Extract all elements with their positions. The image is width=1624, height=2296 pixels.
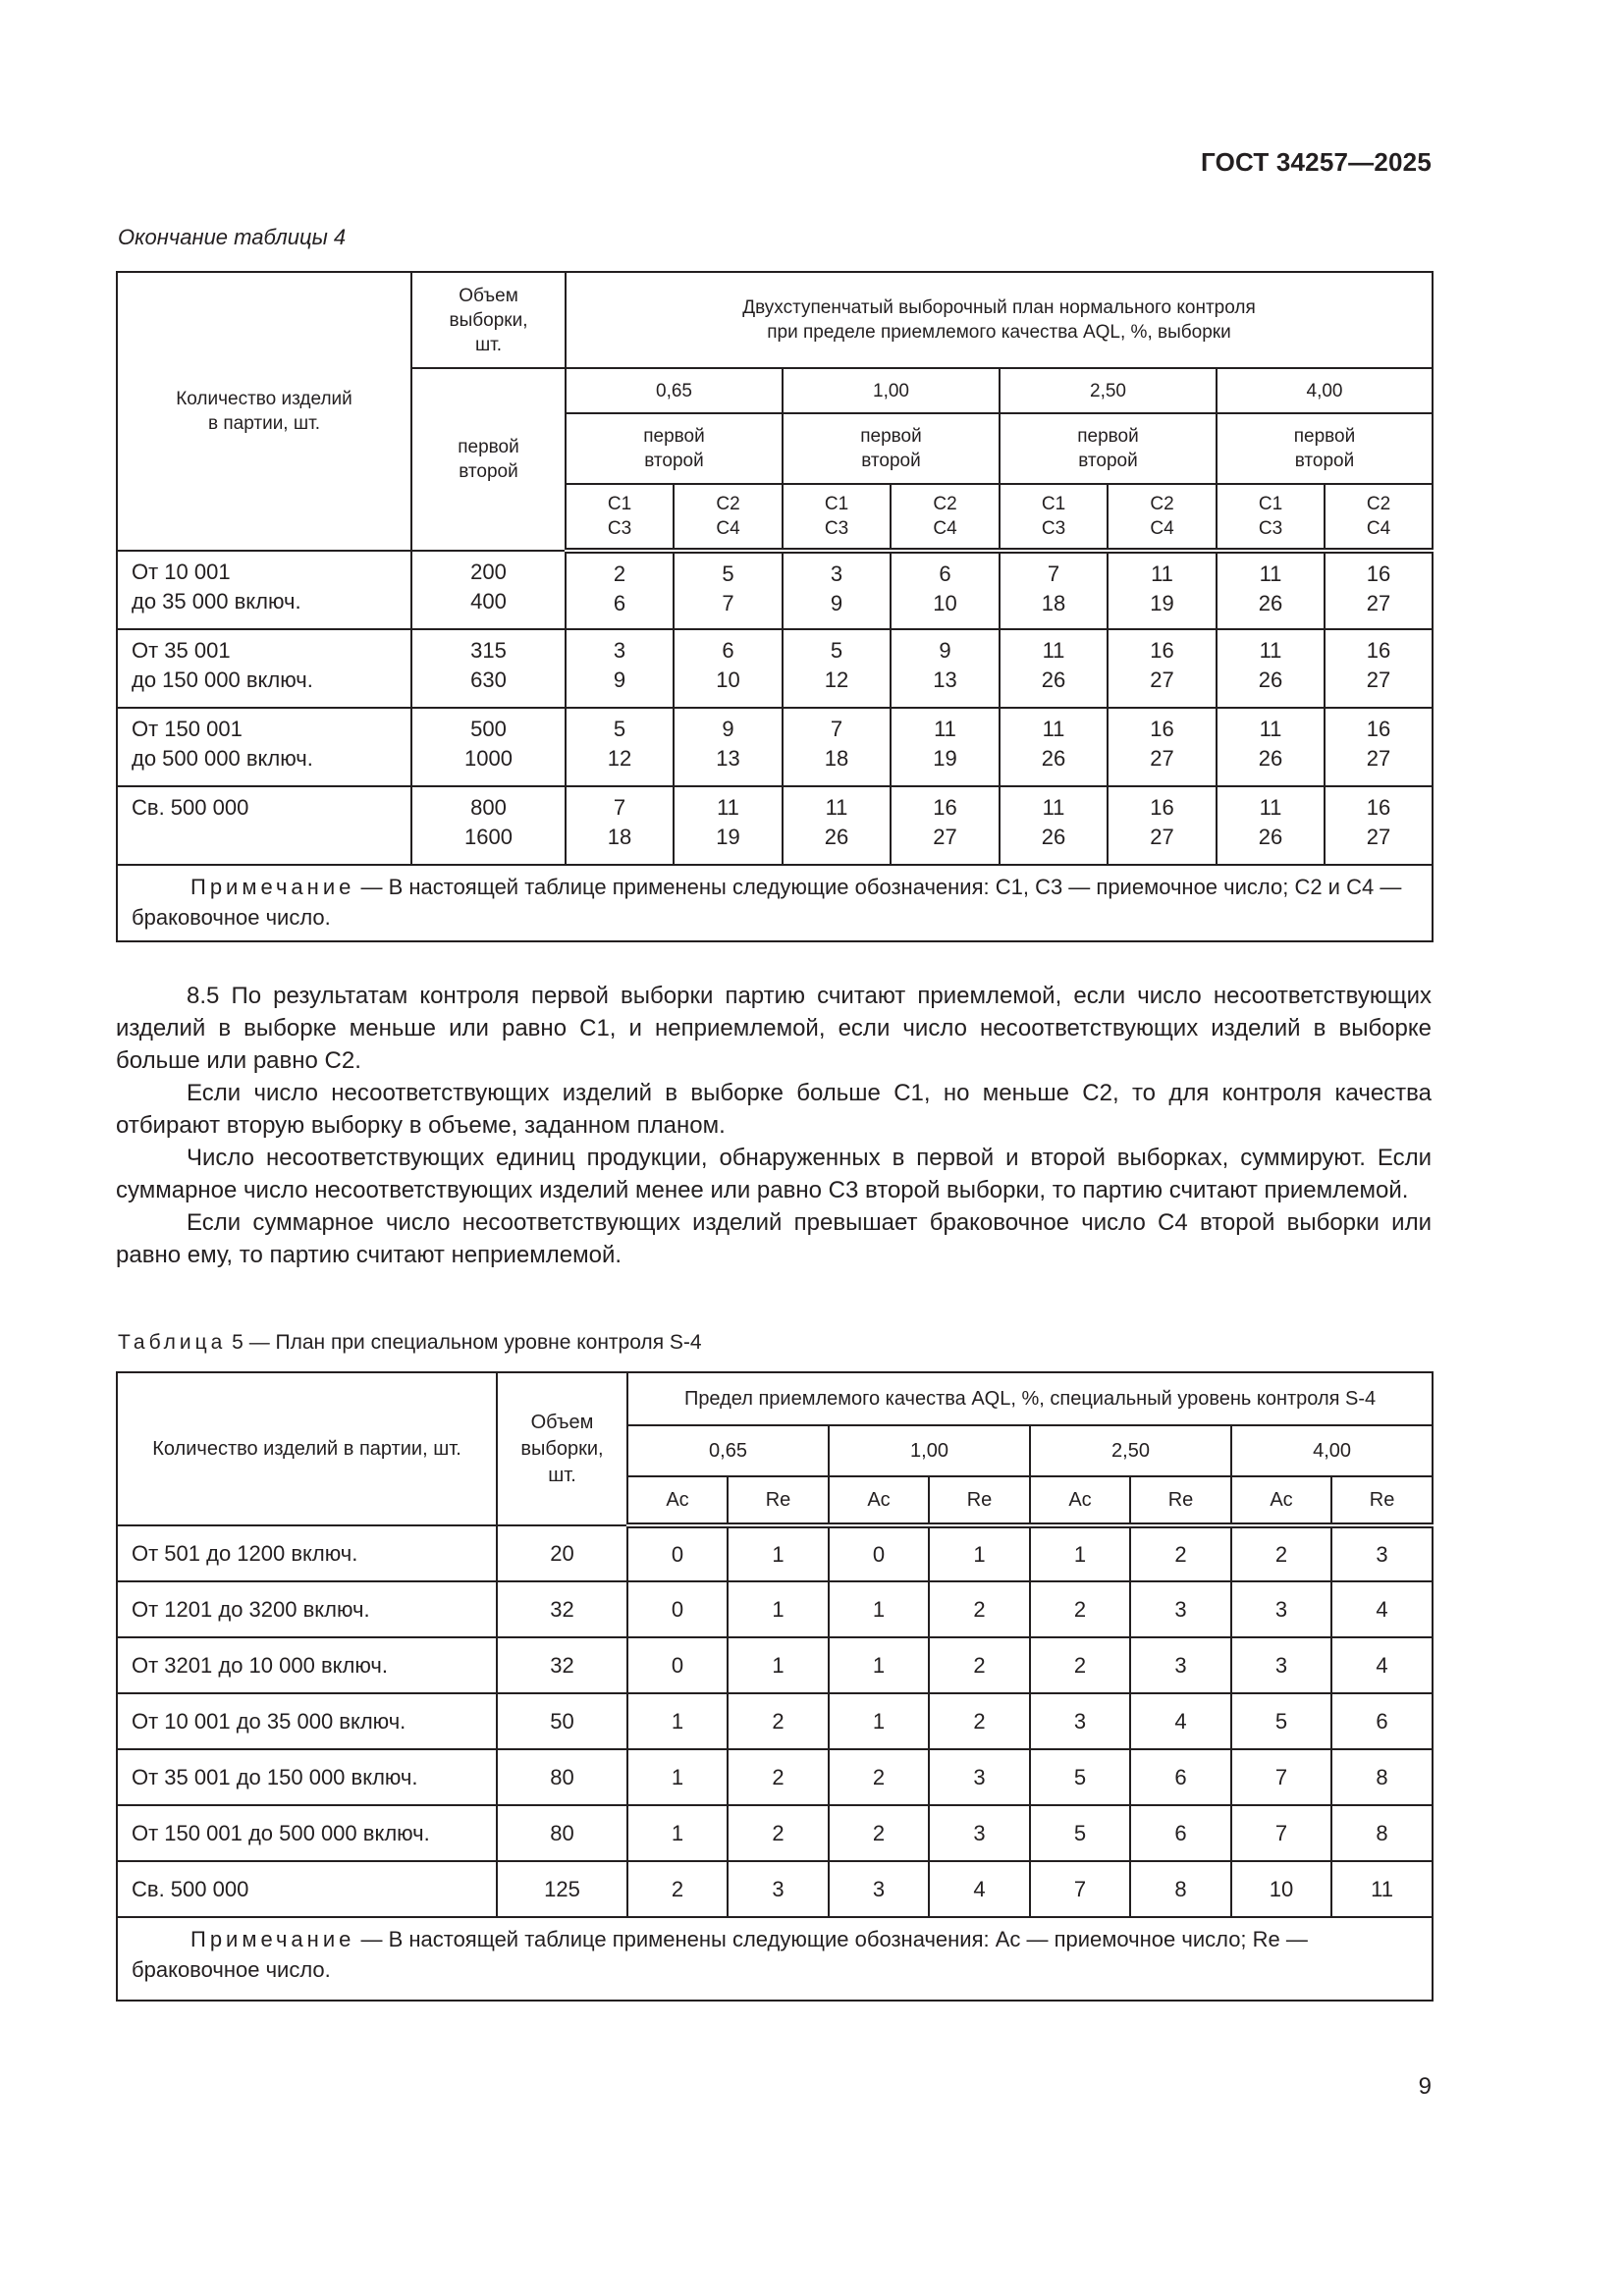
aql-header: 4,00 xyxy=(1231,1425,1433,1476)
paragraph: Если число несоответствующих изделий в выборке больше С1, но меньше С2, то для контроля качества отбирают вторую выборку в объеме, заданном планом. xyxy=(116,1080,1432,1139)
lot-size-header: Количество изделий в партии, шт. xyxy=(117,272,411,551)
aql-header: 1,00 xyxy=(783,368,1000,413)
paragraph: 8.5 По результатам контроля первой выборки партию считают приемлемой, если число несоответствующих изделий в выборке меньше или равно С1, и неприемлемой, если число несоответствующих изделий в выборке больше или равно С2. xyxy=(116,983,1432,1074)
aql-header: 2,50 xyxy=(1030,1425,1231,1476)
c-header: C2 C4 xyxy=(1108,484,1217,551)
c-header: C1 C3 xyxy=(1217,484,1325,551)
table-row: От 10 001 до 35 000 включ. 200 400 2 6 5 7 3 9 6 10 7 18 11 19 11 26 16 27 xyxy=(117,551,1433,629)
sample-size-header: Объем выборки, шт. xyxy=(411,272,566,368)
aql-header: 2,50 xyxy=(1000,368,1217,413)
c-header: C1 C3 xyxy=(1000,484,1108,551)
aql-sample-header: первой второй xyxy=(1000,413,1217,484)
re-header: Re xyxy=(1130,1476,1231,1525)
page-number: 9 xyxy=(1418,2073,1432,2100)
ac-header: Ac xyxy=(1231,1476,1331,1525)
table-row: От 150 001 до 500 000 включ. 500 1000 5 12 9 13 7 18 11 19 11 26 16 27 11 26 16 27 xyxy=(117,708,1433,786)
re-header: Re xyxy=(1331,1476,1433,1525)
sample-order-header: первой второй xyxy=(411,368,566,551)
standard-designation: ГОСТ 34257—2025 xyxy=(1201,147,1432,177)
table-row: От 1201 до 3200 включ. 32 0 1 1 2 2 3 3 4 xyxy=(117,1581,1433,1637)
section-8-5 xyxy=(116,980,1432,1271)
table-5 xyxy=(116,1371,1434,2002)
table-row: Св. 500 000 800 1600 7 18 11 19 11 26 16 27 11 26 16 27 11 26 16 27 xyxy=(117,786,1433,865)
table4-note: Примечание — В настоящей таблице применены следующие обозначения: C1, C3 — приемочное число; C2 и C4 — браковочное число. xyxy=(117,865,1433,941)
table-row: От 3201 до 10 000 включ. 32 0 1 1 2 2 3 3 4 xyxy=(117,1637,1433,1693)
re-header: Re xyxy=(929,1476,1030,1525)
aql-header: 0,65 xyxy=(566,368,783,413)
c-header: C2 C4 xyxy=(1325,484,1433,551)
table4-continuation-caption: Окончание таблицы 4 xyxy=(118,225,347,249)
c-header: C2 C4 xyxy=(891,484,1000,551)
table-4 xyxy=(116,271,1434,942)
paragraph: Число несоответствующих единиц продукции, обнаруженных в первой и второй выборках, суммируют. Если суммарное число несоответствующих изделий менее или равно С3 второй выборки, то партию считают приемлемой. xyxy=(116,1145,1432,1203)
aql-sample-header: первой второй xyxy=(566,413,783,484)
ac-header: Ac xyxy=(627,1476,728,1525)
table-row: От 501 до 1200 включ. 20 0 1 0 1 1 2 2 3 xyxy=(117,1525,1433,1581)
table5-note: Примечание — В настоящей таблице применены следующие обозначения: Ac — приемочное число; Re — браковочное число. xyxy=(117,1917,1433,2001)
ac-header: Ac xyxy=(1030,1476,1130,1525)
aql-sample-header: первой второй xyxy=(783,413,1000,484)
table-row: От 10 001 до 35 000 включ. 50 1 2 1 2 3 4 5 6 xyxy=(117,1693,1433,1749)
aql-header: 0,65 xyxy=(627,1425,829,1476)
aql-group-header: Предел приемлемого качества AQL, %, специальный уровень контроля S-4 xyxy=(627,1372,1433,1425)
plan-group-header: Двухступенчатый выборочный план нормального контроля при пределе приемлемого качества AQL, %, выборки xyxy=(566,272,1433,368)
table5-caption: Таблица 5 — План при специальном уровне контроля S-4 xyxy=(118,1331,702,1354)
ac-header: Ac xyxy=(829,1476,929,1525)
re-header: Re xyxy=(728,1476,829,1525)
table-row: От 35 001 до 150 000 включ. 80 1 2 2 3 5 6 7 8 xyxy=(117,1749,1433,1805)
table-row: От 150 001 до 500 000 включ. 80 1 2 2 3 5 6 7 8 xyxy=(117,1805,1433,1861)
c-header: C2 C4 xyxy=(674,484,783,551)
table-row: От 35 001 до 150 000 включ. 315 630 3 9 6 10 5 12 9 13 11 26 16 27 11 26 16 27 xyxy=(117,629,1433,708)
table-row: Св. 500 000 125 2 3 3 4 7 8 10 11 xyxy=(117,1861,1433,1917)
aql-sample-header: первой второй xyxy=(1217,413,1433,484)
c-header: C1 C3 xyxy=(783,484,891,551)
aql-header: 1,00 xyxy=(829,1425,1030,1476)
sample-size-header: Объем выборки, шт. xyxy=(497,1372,627,1525)
c-header: C1 C3 xyxy=(566,484,674,551)
lot-size-header: Количество изделий в партии, шт. xyxy=(117,1372,497,1525)
paragraph: Если суммарное число несоответствующих изделий превышает браковочное число С4 второй выборки или равно ему, то партию считают неприемлемой. xyxy=(116,1209,1432,1268)
aql-header: 4,00 xyxy=(1217,368,1433,413)
